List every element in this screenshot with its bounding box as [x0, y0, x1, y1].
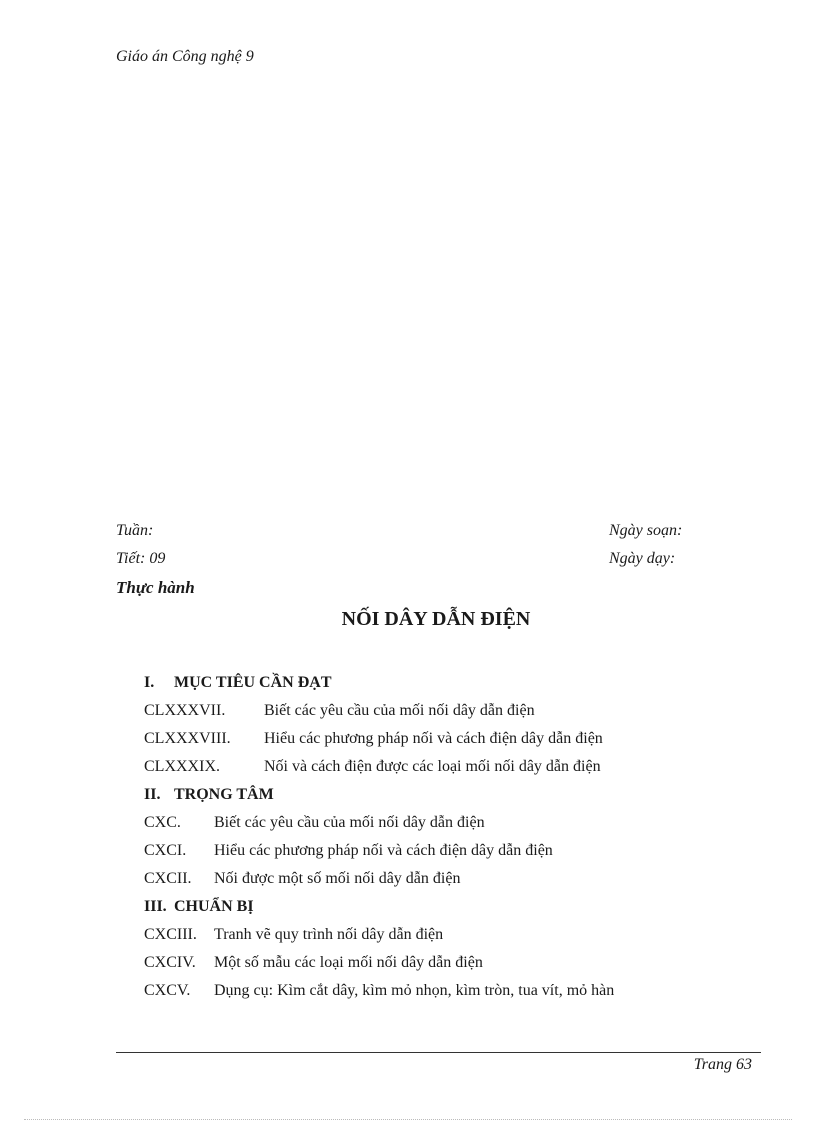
section-title: TRỌNG TÂM	[174, 786, 274, 803]
list-item	[144, 758, 601, 776]
item-number: CXCI.	[144, 842, 187, 859]
list-item	[144, 982, 614, 1000]
item-text: Biết các yêu cầu của mối nối dây dẫn điện	[214, 814, 485, 831]
section-heading-2	[144, 786, 274, 804]
item-number: CXCV.	[144, 982, 191, 999]
item-text: Tranh vẽ quy trình nối dây dẫn điện	[214, 926, 444, 943]
lesson-title: NỐI DÂY DẪN ĐIỆN	[341, 608, 531, 630]
item-number: CXCIV.	[144, 954, 196, 971]
section-number: II.	[144, 786, 161, 803]
prep-date-label: Ngày soạn:	[609, 522, 683, 539]
item-number: CLXXXIX.	[144, 758, 220, 775]
list-item	[144, 954, 483, 972]
item-number: CXCIII.	[144, 926, 197, 943]
item-text: Hiểu các phương pháp nối và cách điện dây dẫn điện	[264, 730, 603, 747]
document-header: Giáo án Công nghệ 9	[116, 48, 254, 65]
section-number: III.	[144, 898, 167, 915]
footer-divider	[116, 1052, 761, 1053]
item-number: CXCII.	[144, 870, 192, 887]
item-text: Dụng cụ: Kìm cắt dây, kìm mỏ nhọn, kìm tròn, tua vít, mỏ hàn	[214, 982, 615, 999]
item-text: Một số mẫu các loại mối nối dây dẫn điện	[214, 954, 483, 971]
list-item	[144, 814, 485, 832]
section-heading-3	[144, 898, 254, 916]
list-item	[144, 730, 603, 748]
list-item	[144, 926, 443, 944]
item-text: Hiểu các phương pháp nối và cách điện dây dẫn điện	[214, 842, 553, 859]
list-item	[144, 870, 460, 888]
section-number: I.	[144, 674, 155, 691]
item-number: CXC.	[144, 814, 181, 831]
section-title: MỤC TIÊU CẦN ĐẠT	[174, 674, 332, 691]
list-item	[144, 842, 553, 860]
list-item	[144, 702, 535, 720]
item-text: Nối và cách điện được các loại mối nối dây dẫn điện	[264, 758, 601, 775]
item-number: CLXXXVII.	[144, 702, 226, 719]
item-text: Biết các yêu cầu của mối nối dây dẫn điện	[264, 702, 535, 719]
week-label: Tuần:	[116, 522, 154, 539]
item-text: Nối được một số mối nối dây dẫn điện	[214, 870, 461, 887]
section-title: CHUẨN BỊ	[174, 898, 254, 915]
page-bottom-edge	[24, 1119, 792, 1120]
item-number: CLXXXVIII.	[144, 730, 231, 747]
teach-date-label: Ngày dạy:	[609, 550, 676, 567]
section-heading-1	[144, 674, 332, 692]
lesson-type: Thực hành	[116, 578, 195, 597]
period-label: Tiết: 09	[116, 550, 166, 567]
page-number: Trang 63	[693, 1056, 752, 1073]
